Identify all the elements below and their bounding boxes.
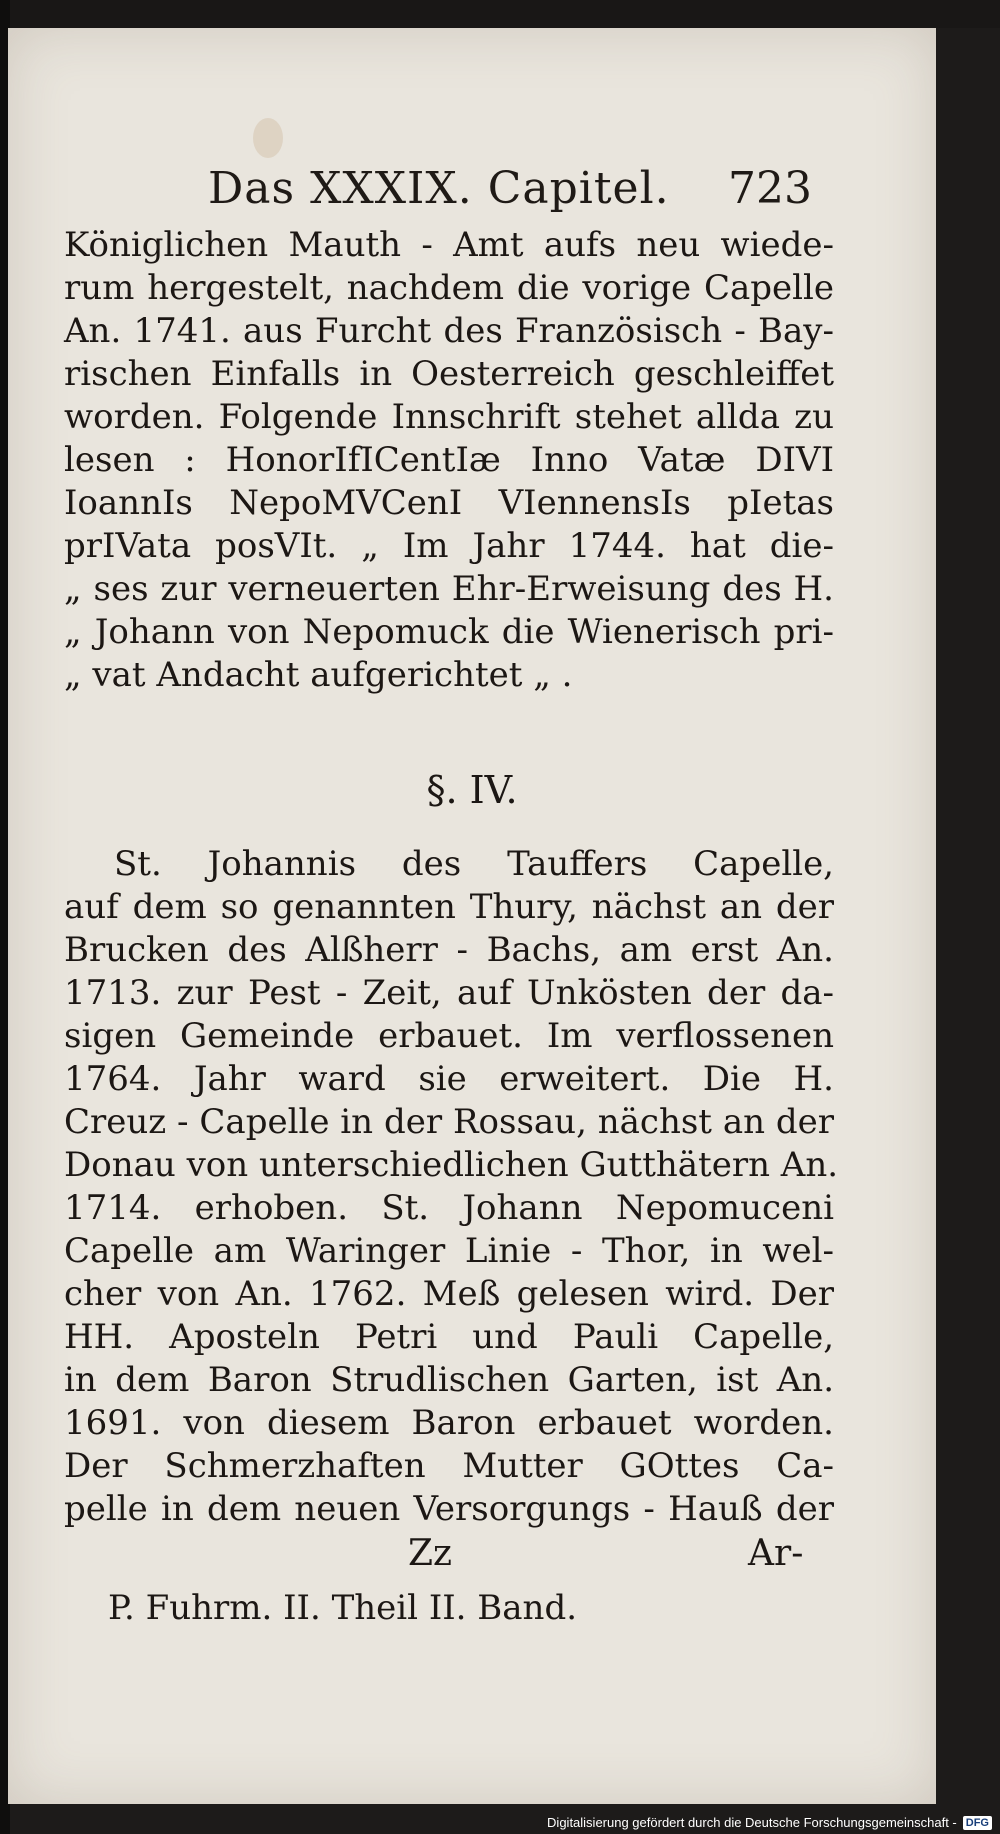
text-line: „ ses zur verneuerten Ehr-Erweisung des H. [64,569,834,609]
text-line: rischen Einfalls in Oesterreich geschleiffet [64,354,834,394]
text-line: An. 1741. aus Furcht des Französisch - Bay- [64,311,834,351]
paragraph-2 [64,843,854,1531]
text-line: worden. Folgende Innschrift stehet allda zu [64,397,834,437]
credit-text: Digitalisierung gefördert durch die Deutsche Forschungsgemeinschaft - [547,1815,957,1830]
running-header: Das XXXIX. Capitel. [208,163,670,214]
section-heading: §. IV. [426,768,518,812]
text-line: Creuz - Capelle in der Rossau, nächst an der [64,1102,834,1142]
page-number: 723 [728,163,812,214]
text-line: 1691. von diesem Baron erbauet worden. [64,1403,834,1443]
paragraph-1 [64,224,854,697]
text-line: Donau von unterschiedlichen Gutthätern An. [64,1145,839,1185]
text-line: 1764. Jahr ward sie erweitert. Die H. [64,1059,834,1099]
text-line: St. Johannis des Tauffers Capelle, [114,844,834,884]
volume-note: P. Fuhrm. II. Theil II. Band. [108,1588,578,1628]
text-line: prIVata posVIt. „ Im Jahr 1744. hat die- [64,526,834,566]
text-line: in dem Baron Strudlischen Garten, ist An. [64,1360,834,1400]
text-line: 1713. zur Pest - Zeit, auf Unkösten der da- [64,973,834,1013]
dfg-logo-icon: DFG [963,1816,992,1830]
scan-top-border [0,0,1000,28]
digitization-credit [547,1815,992,1830]
text-line: „ vat Andacht aufgerichtet „ . [64,655,573,695]
text-line: Königlichen Mauth - Amt aufs neu wiede- [64,225,834,265]
catchword: Ar- [748,1533,804,1574]
text-line: IoannIs NepoMVCenI VIennensIs pIetas [64,483,834,523]
text-line: lesen : HonorIfICentIæ Inno Vatæ DIVI [64,440,834,480]
text-line: cher von An. 1762. Meß gelesen wird. Der [64,1274,834,1314]
signature-mark: Zz [408,1533,452,1574]
text-line: rum hergestelt, nachdem die vorige Capelle [64,268,834,308]
text-line: pelle in dem neuen Versorgungs - Hauß der [64,1489,834,1529]
text-line: auf dem so genannten Thury, nächst an der [64,887,834,927]
text-line: Der Schmerzhaften Mutter GOttes Ca- [64,1446,834,1486]
book-page [8,28,936,1804]
paper-stain [253,118,283,158]
text-line: Brucken des Alßherr - Bachs, am erst An. [64,930,834,970]
text-line: sigen Gemeinde erbauet. Im verflossenen [64,1016,834,1056]
text-line: HH. Aposteln Petri und Pauli Capelle, [64,1317,834,1357]
text-line: „ Johann von Nepomuck die Wienerisch pri- [64,612,834,652]
text-line: Capelle am Waringer Linie - Thor, in wel- [64,1231,834,1271]
text-line: 1714. erhoben. St. Johann Nepomuceni [64,1188,834,1228]
